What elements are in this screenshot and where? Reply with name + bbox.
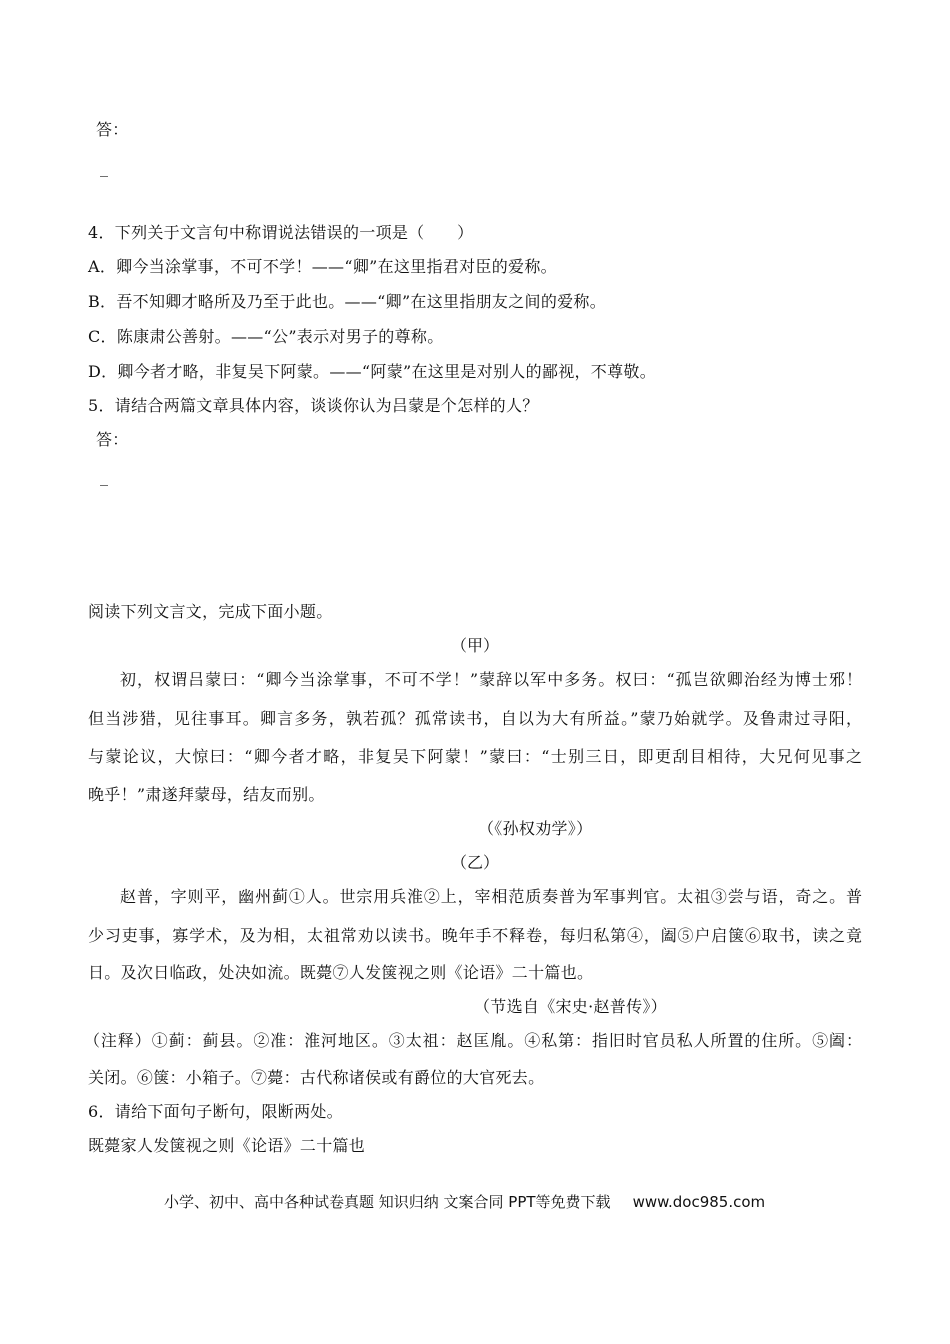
footer-site-link[interactable]: www.doc985.com [632,1193,766,1211]
reading-intro: 阅读下列文言文，完成下面小题。 [88,602,333,621]
passage-b-line: 少习吏事，寡学术，及为相，太祖常劝以读书。晚年手不释卷，每归私第④，阖⑤户启箧⑥取书，读之竟 [88,926,862,945]
passage-b-line: 赵普，字则平，幽州蓟①人。世宗用兵淮②上，宰相范质奏普为军事判官。太祖③尝与语，奇之。普 [120,887,862,906]
question-4-stem: 4．下列关于文言句中称谓说法错误的一项是（ ） [88,223,474,242]
passage-a-source: （《孙权劝学》） [478,819,593,838]
passage-a-line: 初，权谓吕蒙曰：“卿今当涂掌事，不可不学！”蒙辞以军中多务。权曰：“孤岂欲卿治经为博士邪！ [120,670,862,689]
passage-a-line: 晚乎！”肃遂拜蒙母，结友而别。 [88,785,325,804]
question-6-stem: 6．请给下面句子断句，限断两处。 [88,1102,343,1121]
question-4-option-b: B．吾不知卿才略所及乃至于此也。——“卿”在这里指朋友之间的爱称。 [88,292,607,311]
answer-blank[interactable]: _ [100,467,109,486]
footer-text: 小学、初中、高中各种试卷真题 知识归纳 文案合同 PPT等免费下载 [164,1193,611,1211]
notes-line: （注释）①蓟：蓟县。②准：淮河地区。③太祖：赵匡胤。④私第：指旧时官员私人所置的住所。⑤阖： [84,1031,862,1050]
question-5-stem: 5．请结合两篇文章具体内容，谈谈你认为吕蒙是个怎样的人？ [88,396,539,415]
question-4-option-d: D．卿今者才略，非复吴下阿蒙。——“阿蒙”在这里是对别人的鄙视，不尊敬。 [88,362,656,381]
page-footer [164,1192,765,1212]
answer-label: 答： [96,120,129,139]
answer-blank[interactable]: _ [100,158,109,177]
passage-b-line: 日。及次日临政，处决如流。既薨⑦人发箧视之则《论语》二十篇也。 [88,963,594,982]
passage-a-line: 与蒙论议，大惊曰：“卿今者才略，非复吴下阿蒙！”蒙曰：“士别三日，即更刮目相待，大兄何见事之 [88,747,862,766]
passage-b-source: （节选自《宋史·赵普传》） [474,997,667,1016]
passage-a-line: 但当涉猎，见往事耳。卿言多务，孰若孤？孤常读书，自以为大有所益。”蒙乃始就学。及鲁肃过寻阳， [88,709,862,728]
question-6-sentence: 既薨家人发箧视之则《论语》二十篇也 [88,1136,366,1155]
answer-label: 答： [96,430,129,449]
passage-a-heading: （甲） [450,636,499,655]
passage-b-heading: （乙） [450,853,499,872]
notes-line: 关闭。⑥箧：小箱子。⑦薨：古代称诸侯或有爵位的大官死去。 [88,1068,545,1087]
question-4-option-a: A．卿今当涂掌事，不可不学！——“卿”在这里指君对臣的爱称。 [88,257,557,276]
question-4-option-c: C．陈康肃公善射。——“公”表示对男子的尊称。 [88,327,444,346]
